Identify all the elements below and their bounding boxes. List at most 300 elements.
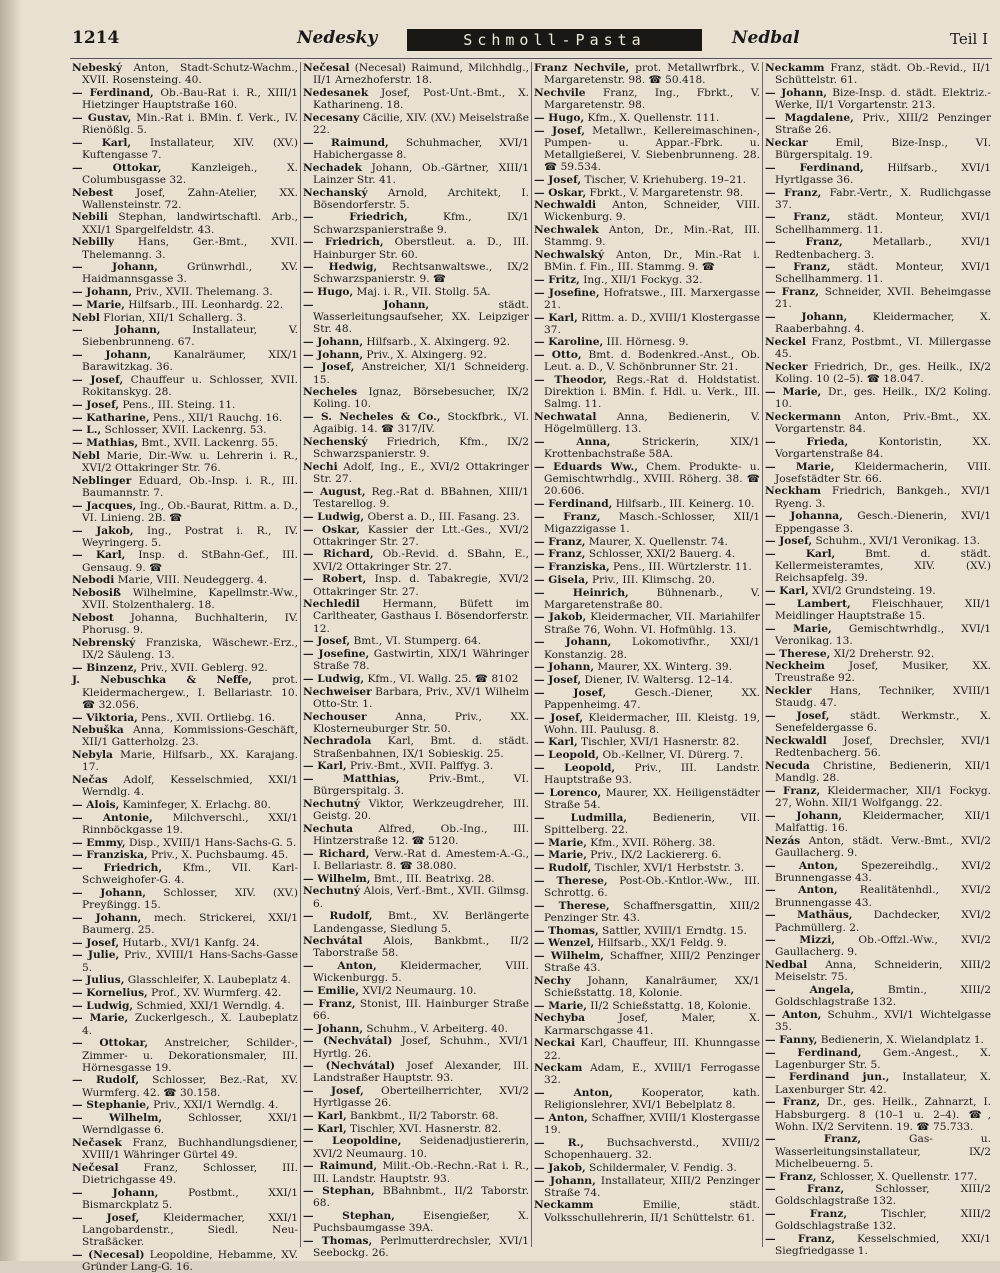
entry-details: Josef, Schuhm., XVI/1 Hyrtlg. 26. — [313, 1035, 529, 1060]
entry-name: — Johann, — [72, 1186, 159, 1199]
entry-details: Kleidermacher, X. Raaberbahng. 4. — [775, 311, 991, 336]
entry-details: Milchverschl., XXI/1 Rinnböckgasse 19. — [82, 811, 298, 836]
directory-entry — [534, 199, 760, 223]
entry-details: Realitätenhdl., XVI/2 Brunnengasse 43. — [775, 884, 991, 909]
entry-details: Chem. Produkte- u. Gemischtwrhdlg., XVIII. Röherg. 38. ☎ 20.606. — [544, 461, 760, 498]
entry-name: — Therese, — [765, 647, 831, 660]
entry-name: — Anna, — [534, 436, 611, 449]
entry-details: Friedrich, Dr., ges. Heilk., IX/2 Koling. 10 (2–5). ☎ 18.047. — [775, 360, 991, 386]
entry-name: Nechenský — [303, 436, 368, 449]
entry-name: — Fritz, — [534, 273, 580, 286]
entry-details: Schuhmacher, XVI/1 Habichergasse 8. — [313, 136, 529, 161]
directory-entry — [72, 1249, 298, 1273]
entry-name: Nechvile — [534, 86, 586, 99]
entry-details: Pens., XII/1 Rauchg. 16. — [149, 411, 283, 424]
entry-name: Neckai — [534, 1037, 576, 1050]
entry-name: Neckamm — [765, 62, 825, 74]
directory-entry — [303, 511, 529, 523]
column-2 — [303, 62, 530, 1260]
directory-entry — [303, 1210, 529, 1234]
directory-entry — [765, 785, 991, 809]
entry-name: Neckham — [765, 485, 821, 498]
entry-details: Kfm., XVII. Röherg. 38. — [586, 836, 716, 849]
entry-details: Schildermaler, V. Fendig. 3. — [585, 1161, 737, 1174]
entry-details: Schuhm., V. Arbeiterg. 40. — [363, 1022, 508, 1035]
entry-name: — (Nechvátal) — [303, 1060, 396, 1073]
directory-entry — [534, 787, 760, 811]
directory-entry — [72, 812, 298, 836]
page-number: 1214 — [72, 28, 120, 48]
entry-name: — Karl, — [303, 1122, 347, 1135]
entry-details: Rechtsanwaltswe., IX/2 Schwarzspanierstr. 9. ☎ — [313, 261, 529, 286]
entry-name: Nebl — [72, 311, 100, 324]
entry-details: Gas- u. Wasserleitungsinstallateur, IX/2 Michelbeuerng. 5. — [775, 1133, 991, 1170]
directory-entry — [72, 987, 298, 999]
entry-details: Kanzleigeh., X. Columbusgasse 32. — [82, 161, 298, 186]
directory-entry — [765, 860, 991, 884]
directory-entry — [72, 236, 298, 260]
entry-details: Kleidermacher, III. Kleistg. 19, Wohn. III. Paulusg. 8. — [544, 711, 760, 736]
entry-details: Anna, Priv., XX. Klosterneuburger Str. 50. — [313, 710, 529, 735]
entry-details: Oberst a. D., III. Fasang. 23. — [364, 510, 520, 523]
directory-entry — [765, 211, 991, 235]
entry-details: Kfm., VII. Karl-Schweighofer-G. 4. — [82, 862, 298, 887]
entry-name: — Gustav, — [72, 111, 132, 124]
entry-details: Bmt., VI. Stumperg. 64. — [350, 635, 482, 648]
entry-details: Lokomotivfhr., XXI/1 Konstanzig. 28. — [544, 636, 760, 661]
entry-name: — Mizzi, — [765, 934, 835, 947]
directory-entry — [72, 162, 298, 186]
directory-entry — [534, 1112, 760, 1136]
entry-details: Hermann, Büfett im Carltheater, Gasthaus I. Bösendorferstr. 12. — [313, 598, 529, 635]
entry-details: Priv., X. Alxingerg. 92. — [363, 348, 487, 361]
entry-details: Wilhelmine, Kapellmstr.-Ww., XVII. Stolzenthalerg. 18. — [82, 587, 298, 612]
entry-details: Hilfsarb., III. Keinerg. 10. — [612, 498, 755, 511]
entry-name: Nechweiser — [303, 685, 372, 698]
entry-details: Bmt. d. städt. Kellermeisteramtes, XIV. (XV.) Reichsapfelg. 39. — [775, 547, 991, 585]
entry-details: prot. Metallwrfbrk., V. Margaretenstr. 98. ☎ 50.418. — [544, 62, 760, 87]
directory-entry — [72, 574, 298, 586]
entry-details: Anton, Stadt-Schutz-Wachm., XVII. Rosensteing. 40. — [82, 62, 298, 87]
entry-details: Reg.-Rat d. BBahnen, XIII/1 Testarellog. 9. — [313, 485, 529, 511]
directory-entry — [72, 637, 298, 661]
directory-entry — [765, 1034, 991, 1046]
directory-entry — [765, 361, 991, 385]
entry-details: Adolf, Ing., E., XVI/2 Ottakringer Str. 27. — [313, 461, 529, 486]
directory-entry — [72, 112, 298, 136]
directory-entry — [303, 1160, 529, 1184]
column-1 — [72, 62, 298, 1273]
entry-details: Christine, Bedienerin, XII/1 Mandlg. 28. — [775, 759, 991, 785]
entry-name: — Raimund, — [303, 1160, 378, 1173]
entry-details: Schlosser, XXI/1 Werndlgasse 6. — [82, 1112, 298, 1137]
entry-details: Friedrich, Kfm., IX/2 Schwarzspanierstr. 9. — [313, 436, 529, 461]
entry-details: Kfm., X. Quellenstr. 111. — [584, 111, 720, 124]
entry-name: — Viktoria, — [72, 711, 138, 724]
directory-entry — [72, 937, 298, 949]
entry-name: — Johann, — [72, 324, 161, 337]
entry-name: — Marie, — [72, 298, 125, 311]
entry-name: Nebyla — [72, 749, 113, 762]
entry-details: Chauffeur u. Schlosser, XVII. Rokitanskyg. 28. — [82, 374, 298, 399]
entry-name: — Anton, — [303, 960, 377, 973]
entry-name: — Karl, — [303, 760, 347, 773]
entry-details: Bmt., XV. Berlängerte Landengasse, Siedlung 5. — [313, 910, 529, 935]
directory-entry — [534, 762, 760, 786]
entry-details: Perlmutterdrechsler, XVI/1 Seebockg. 26. — [313, 1235, 529, 1260]
entry-details: Stonist, III. Hainburger Straße 66. — [313, 997, 529, 1022]
entry-details: Ob.-Offzl.-Ww., XVI/2 Gaullacherg. 9. — [775, 934, 991, 959]
entry-details: städt. Werkmstr., X. Senefeldergasse 6. — [775, 710, 992, 735]
entry-details: Alfred, Ob.-Ing., III. Hintzerstraße 12. ☎ 5120. — [313, 822, 529, 848]
entry-name: — Franz, — [765, 1096, 821, 1109]
directory-entry — [534, 312, 760, 336]
entry-name: — Josef, — [72, 374, 124, 387]
entry-name: — Richard, — [303, 548, 374, 561]
directory-entry — [303, 648, 529, 672]
directory-entry — [534, 1000, 760, 1012]
directory-entry — [534, 548, 760, 560]
directory-entry — [303, 162, 529, 186]
entry-name: — Johann, — [534, 661, 595, 674]
entry-details: Hans, Techniker, XVIII/1 Staudg. 47. — [775, 685, 991, 710]
directory-entry — [72, 187, 298, 211]
entry-name: — Anton, — [765, 1008, 822, 1021]
entry-name: — Kornelius, — [72, 987, 148, 1000]
entry-details: Ob.-Bau-Rat i. R., XIII/1 Hietzinger Hauptstraße 160. — [82, 86, 298, 112]
directory-entry — [765, 1133, 991, 1170]
entry-details: Franz, städt. Ob.-Revid., II/1 Schüttelstr. 61. — [775, 62, 991, 87]
part-label: Teil I — [949, 30, 988, 48]
entry-name: — Karl, — [534, 736, 578, 749]
entry-details: Priv., III. Klimschg. 20. — [588, 573, 715, 586]
entry-details: Diener, IV. Waltersg. 12–14. — [581, 673, 733, 686]
entry-details: Josef, Zahn-Atelier, XX. Wallensteinstr. 72. — [82, 186, 298, 211]
directory-entry — [72, 1162, 298, 1186]
directory-entry — [534, 536, 760, 548]
entry-name: — Julie, — [72, 949, 120, 962]
directory-entry — [534, 561, 760, 573]
entry-name: — R., — [534, 1136, 584, 1149]
entry-name: — Franz, — [765, 1183, 845, 1196]
header-rule — [70, 58, 992, 59]
entry-details: Schlosser, XIV. (XV.) Preyßingg. 15. — [82, 886, 298, 912]
directory-entry — [765, 810, 991, 834]
directory-entry — [765, 386, 991, 410]
entry-details: Seidenadjustiererin, XVI/2 Neumaurg. 10. — [313, 1135, 529, 1160]
directory-entry — [72, 1037, 298, 1074]
directory-entry — [534, 849, 760, 861]
entry-details: Viktor, Werkzeugdreher, III. Geistg. 20. — [313, 797, 529, 823]
directory-entry — [303, 1235, 529, 1259]
entry-details: Zuckerlgesch., X. Laubeplatz 4. — [82, 1012, 298, 1037]
entry-details: Anna, Schneiderin, XIII/2 Meiselstr. 75. — [775, 959, 991, 984]
entry-name: Nedbal — [765, 959, 808, 972]
entry-name: — Magdalene, — [765, 111, 854, 124]
entry-details: Dachdecker, XVI/2 Pachmüllerg. 2. — [775, 909, 991, 934]
directory-entry — [303, 1060, 529, 1084]
entry-details: Priv., XXI/1 Werndlg. 4. — [149, 1099, 279, 1112]
entry-details: Tischler, XIII/2 Goldschlagstraße 132. — [775, 1208, 991, 1233]
entry-name: — Ferdinand jun., — [765, 1071, 890, 1084]
directory-entry — [303, 336, 529, 348]
entry-name: — Franziska, — [534, 561, 610, 574]
directory-entry — [72, 412, 298, 424]
directory-columns — [72, 62, 992, 1273]
entry-details: Gemischtwrhdlg., XVI/1 Veronikag. 13. — [775, 622, 991, 647]
directory-entry — [765, 87, 991, 111]
directory-entry — [303, 910, 529, 934]
entry-name: Neckler — [765, 685, 812, 698]
entry-details: Gesch.-Dienerin, XVI/1 Eppengasse 3. — [775, 510, 991, 535]
entry-details: Schlosser, XXI/2 Bauerg. 4. — [585, 548, 736, 561]
entry-name: — Fanny, — [765, 1033, 818, 1046]
entry-name: — Rudolf, — [303, 910, 373, 923]
entry-details: Tischler, XVI. Hasnerstr. 82. — [346, 1122, 502, 1135]
entry-name: — August, — [303, 485, 366, 498]
entry-name: Neckermann — [765, 410, 842, 423]
entry-details: Eduard, Ob.-Insp. i. R., III. Baumannstr. 7. — [82, 474, 298, 499]
entry-name: — Leopold, — [534, 761, 616, 774]
entry-name: — Johann, — [303, 1022, 364, 1035]
directory-entry — [303, 486, 529, 510]
entry-name: — Franz, — [765, 784, 821, 797]
entry-details: (Necesal) Raimund, Milchhdlg., II/1 Arnezhoferstr. 18. — [313, 62, 529, 87]
directory-entry — [72, 399, 298, 411]
entry-details: Glasschleifer, X. Laubeplatz 4. — [124, 974, 291, 987]
entry-name: Neblinger — [72, 474, 132, 487]
directory-entry — [534, 900, 760, 924]
directory-entry — [534, 587, 760, 611]
entry-name: Nebrenský — [72, 636, 136, 649]
directory-entry — [303, 87, 529, 111]
entry-name: — Franz, — [303, 997, 356, 1010]
directory-entry — [303, 361, 529, 385]
directory-entry — [765, 1096, 991, 1133]
entry-details: Priv., XIII/2 Penzinger Straße 26. — [775, 111, 992, 137]
entry-details: Priv., XVII. Thelemang. 3. — [132, 286, 273, 299]
entry-details: XVI/2 Grundsteing. 19. — [808, 585, 936, 598]
entry-name: Nebost — [72, 611, 114, 624]
entry-name: — Ferdinand, — [765, 1046, 862, 1059]
directory-entry — [765, 623, 991, 647]
entry-details: Fabr.-Vertr., X. Rudlichgasse 37. — [775, 186, 992, 211]
right-guide-word: Nedbal — [732, 28, 800, 48]
entry-name: — Marie, — [765, 385, 822, 398]
entry-name: Nechwalský — [534, 249, 605, 262]
directory-entry — [534, 112, 760, 124]
directory-entry — [303, 686, 529, 710]
entry-details: Schaffner, XVIII/1 Klostergasse 19. — [544, 1112, 760, 1137]
directory-entry — [765, 62, 991, 86]
directory-entry — [303, 1135, 529, 1159]
directory-entry — [534, 411, 760, 435]
directory-entry — [303, 673, 529, 685]
entry-details: Metallwr., Kellereimaschinen-, Pumpen- u. Appar.-Fbrk. u. Metallgießerei, V. Siebenbrunneng. 28. ☎ 59.534. — [544, 124, 761, 174]
directory-entry — [765, 1047, 991, 1071]
entry-details: Tischler, XVI/1 Herbststr. 3. — [591, 862, 745, 874]
entry-details: Josef, Musiker, XX. Treustraße 92. — [775, 660, 991, 685]
entry-name: — Marie, — [72, 1012, 129, 1025]
entry-name: — Oskar, — [534, 186, 587, 199]
directory-entry — [72, 261, 298, 285]
entry-name: — Matthias, — [303, 773, 400, 786]
entry-details: Emil, Bize-Insp., VI. Bürgerspitalg. 19. — [775, 136, 991, 161]
directory-entry — [72, 1099, 298, 1111]
entry-name: — Leopoldine, — [303, 1135, 402, 1148]
directory-entry — [72, 949, 298, 973]
entry-details: Ob.-Kellner, VI. Dürerg. 7. — [599, 749, 744, 762]
entry-name: — Jakob, — [534, 1161, 586, 1174]
entry-details: Anton, Schneider, VIII. Wickenburg. 9. — [544, 199, 760, 224]
entry-details: Marie, Dir.-Ww. u. Lehrerin i. R., XVI/2 Ottakringer Str. 76. — [82, 449, 298, 474]
entry-details: Fleischhauer, XII/1 Meidlinger Hauptstraße 15. — [775, 597, 991, 622]
directory-entry — [303, 773, 529, 797]
directory-entry — [303, 985, 529, 997]
directory-entry — [765, 959, 991, 983]
directory-entry — [72, 549, 298, 573]
entry-name: Nebilly — [72, 236, 115, 249]
directory-entry — [534, 1087, 760, 1111]
entry-details: Anton, Dr., Min.-Rat, III. Stammg. 9. — [544, 224, 760, 249]
directory-entry — [765, 598, 991, 622]
entry-details: Hilfsarb., XVI/1 Hyrtlgasse 36. — [775, 161, 991, 186]
directory-entry — [765, 187, 991, 211]
directory-entry — [303, 236, 529, 260]
directory-entry — [303, 411, 529, 435]
entry-name: — Franz, — [534, 510, 601, 523]
directory-entry — [534, 937, 760, 949]
entry-details: Kfm., VI. Wallg. 25. ☎ 8102 — [364, 672, 519, 685]
entry-details: XVI/2 Neumaurg. 10. — [359, 985, 477, 998]
publisher-banner: Schmoll-Pasta — [407, 29, 702, 51]
entry-name: — Emmy, — [72, 836, 126, 849]
directory-entry — [303, 211, 529, 235]
entry-name: — Johanna, — [765, 510, 843, 523]
entry-details: Franz, Buchhandlungsdiener, XVIII/1 Währinger Gürtel 49. — [82, 1136, 298, 1162]
directory-entry — [765, 286, 991, 310]
entry-details: Hilfsarb., X. Alxingerg. 92. — [363, 335, 511, 348]
entry-details: Bmt., XVII. Lackenrg. 55. — [138, 437, 279, 450]
entry-name: — Anton, — [765, 859, 839, 872]
directory-entry — [303, 1123, 529, 1135]
entry-name: — Ludwig, — [303, 672, 365, 685]
entry-details: Karl, Bmt. d. städt. Straßenbahnen, IX/1 Sobieskig. 25. — [313, 735, 529, 760]
directory-entry — [765, 535, 991, 547]
entry-name: — Franz, — [765, 261, 831, 274]
directory-entry — [534, 661, 760, 673]
directory-entry — [303, 436, 529, 460]
directory-entry — [534, 1012, 760, 1036]
entry-details: Kleidermacher, XII/1 Fockyg. 27, Wohn. XII/1 Wolfgangg. 22. — [775, 784, 992, 809]
directory-entry — [765, 1071, 991, 1095]
directory-entry — [72, 1137, 298, 1161]
entry-name: — Josef, — [72, 1211, 140, 1224]
entry-details: Maurer, X. Quellenstr. 74. — [585, 535, 728, 548]
entry-details: Franz, Ing., Fbrkt., V. Margaretenstr. 98. — [544, 86, 760, 112]
directory-entry — [534, 511, 760, 535]
directory-entry — [303, 798, 529, 822]
page-header — [62, 24, 990, 58]
directory-entry — [765, 710, 991, 734]
entry-details: Hilfsarb., III. Leonhardg. 22. — [124, 298, 284, 311]
entry-name: — Robert, — [303, 573, 367, 586]
entry-name: — Franz, — [765, 236, 843, 249]
directory-entry — [72, 374, 298, 398]
entry-details: Metallarb., XVI/1 Redtenbacherg. 3. — [775, 236, 991, 261]
entry-details: Pens., III. Würtzlerstr. 11. — [609, 561, 752, 574]
entry-name: — Franz, — [765, 1208, 848, 1221]
directory-entry — [72, 587, 298, 611]
directory-entry — [765, 137, 991, 161]
entry-name: Necheles — [303, 386, 358, 399]
directory-entry — [72, 437, 298, 449]
directory-entry — [72, 137, 298, 161]
entry-details: Postbmt., XXI/1 Bismarckplatz 5. — [82, 1186, 298, 1211]
directory-entry — [303, 299, 529, 336]
directory-entry — [303, 598, 529, 635]
entry-details: Bedienerin, X. Wielandplatz 1. — [817, 1033, 985, 1046]
directory-entry — [72, 211, 298, 235]
entry-details: Pens., XVII. Ortliebg. 16. — [137, 711, 275, 724]
entry-details: städt. Wasserleitungsaufseher, XX. Leipziger Str. 48. — [313, 298, 529, 336]
directory-entry — [534, 674, 760, 686]
entry-details: Maurer, XX. Winterg. 39. — [594, 661, 733, 674]
directory-entry — [534, 87, 760, 111]
entry-details: Kleidermacher, VIII. Wickenburgg. 5. — [313, 960, 529, 985]
directory-entry — [534, 875, 760, 899]
entry-name: — Josefine, — [534, 286, 600, 299]
entry-name: — Hugo, — [534, 111, 585, 124]
entry-details: Stockfbrk., VI. Agaibig. 14. ☎ 317/IV. — [313, 411, 529, 436]
entry-name: — Friedrich, — [303, 211, 408, 224]
entry-details: Regs.-Rat d. Holdstatist. Direktion i. BMin. f. Hdl. u. Verk., III. Salmg. 11. — [544, 374, 760, 411]
entry-name: — Friedrich, — [72, 862, 163, 874]
directory-entry — [765, 1171, 991, 1183]
directory-entry — [534, 925, 760, 937]
directory-entry — [765, 112, 991, 136]
directory-entry — [534, 224, 760, 248]
directory-entry — [72, 299, 298, 311]
entry-name: Nebosiß — [72, 587, 121, 600]
entry-name: — Lambert, — [765, 597, 851, 610]
entry-name: — Anton, — [765, 884, 838, 897]
entry-details: Bmt. d. Bodenkred.-Anst., Ob. Leut. a. D., V. Schönbrunner Str. 21. — [544, 349, 760, 374]
entry-details: Anstreicher, XI/1 Schneiderg. 15. — [313, 361, 530, 386]
entry-name: — Angela, — [765, 984, 855, 997]
entry-name: Nechradola — [303, 735, 372, 748]
directory-entry — [534, 975, 760, 999]
entry-details: Bühnenarb., V. Margaretenstraße 80. — [544, 586, 760, 611]
entry-details: Johann, Ob.-Gärtner, XIII/1 Lainzer Str. 41. — [313, 161, 529, 186]
entry-details: Franziska, Wäschewr.-Erz., IX/2 Säuleng. 13. — [82, 636, 298, 662]
directory-entry — [303, 1110, 529, 1122]
entry-details: Bedienerin, VII. Spittelberg. 22. — [544, 811, 760, 836]
directory-entry — [534, 862, 760, 874]
directory-entry — [534, 712, 760, 736]
entry-name: — Emilie, — [303, 985, 360, 998]
directory-entry — [534, 749, 760, 761]
directory-entry — [303, 711, 529, 735]
directory-entry — [534, 461, 760, 498]
entry-details: Adam, E., XVIII/1 Ferrogasse 32. — [544, 1062, 760, 1087]
directory-entry — [534, 374, 760, 411]
entry-details: Maurer, XX. Heiligenstädter Straße 54. — [544, 786, 760, 811]
entry-name: — Rudolf, — [534, 862, 592, 874]
entry-details: Schlosser, Bez.-Rat, XV. Wurmferg. 42. ☎ 30.158. — [82, 1074, 298, 1099]
entry-details: Insp. d. Tabakregie, XVI/2 Ottakringer Str. 27. — [313, 573, 529, 598]
entry-details: städt. Monteur, XVI/1 Schellhammerg. 11. — [775, 261, 992, 286]
